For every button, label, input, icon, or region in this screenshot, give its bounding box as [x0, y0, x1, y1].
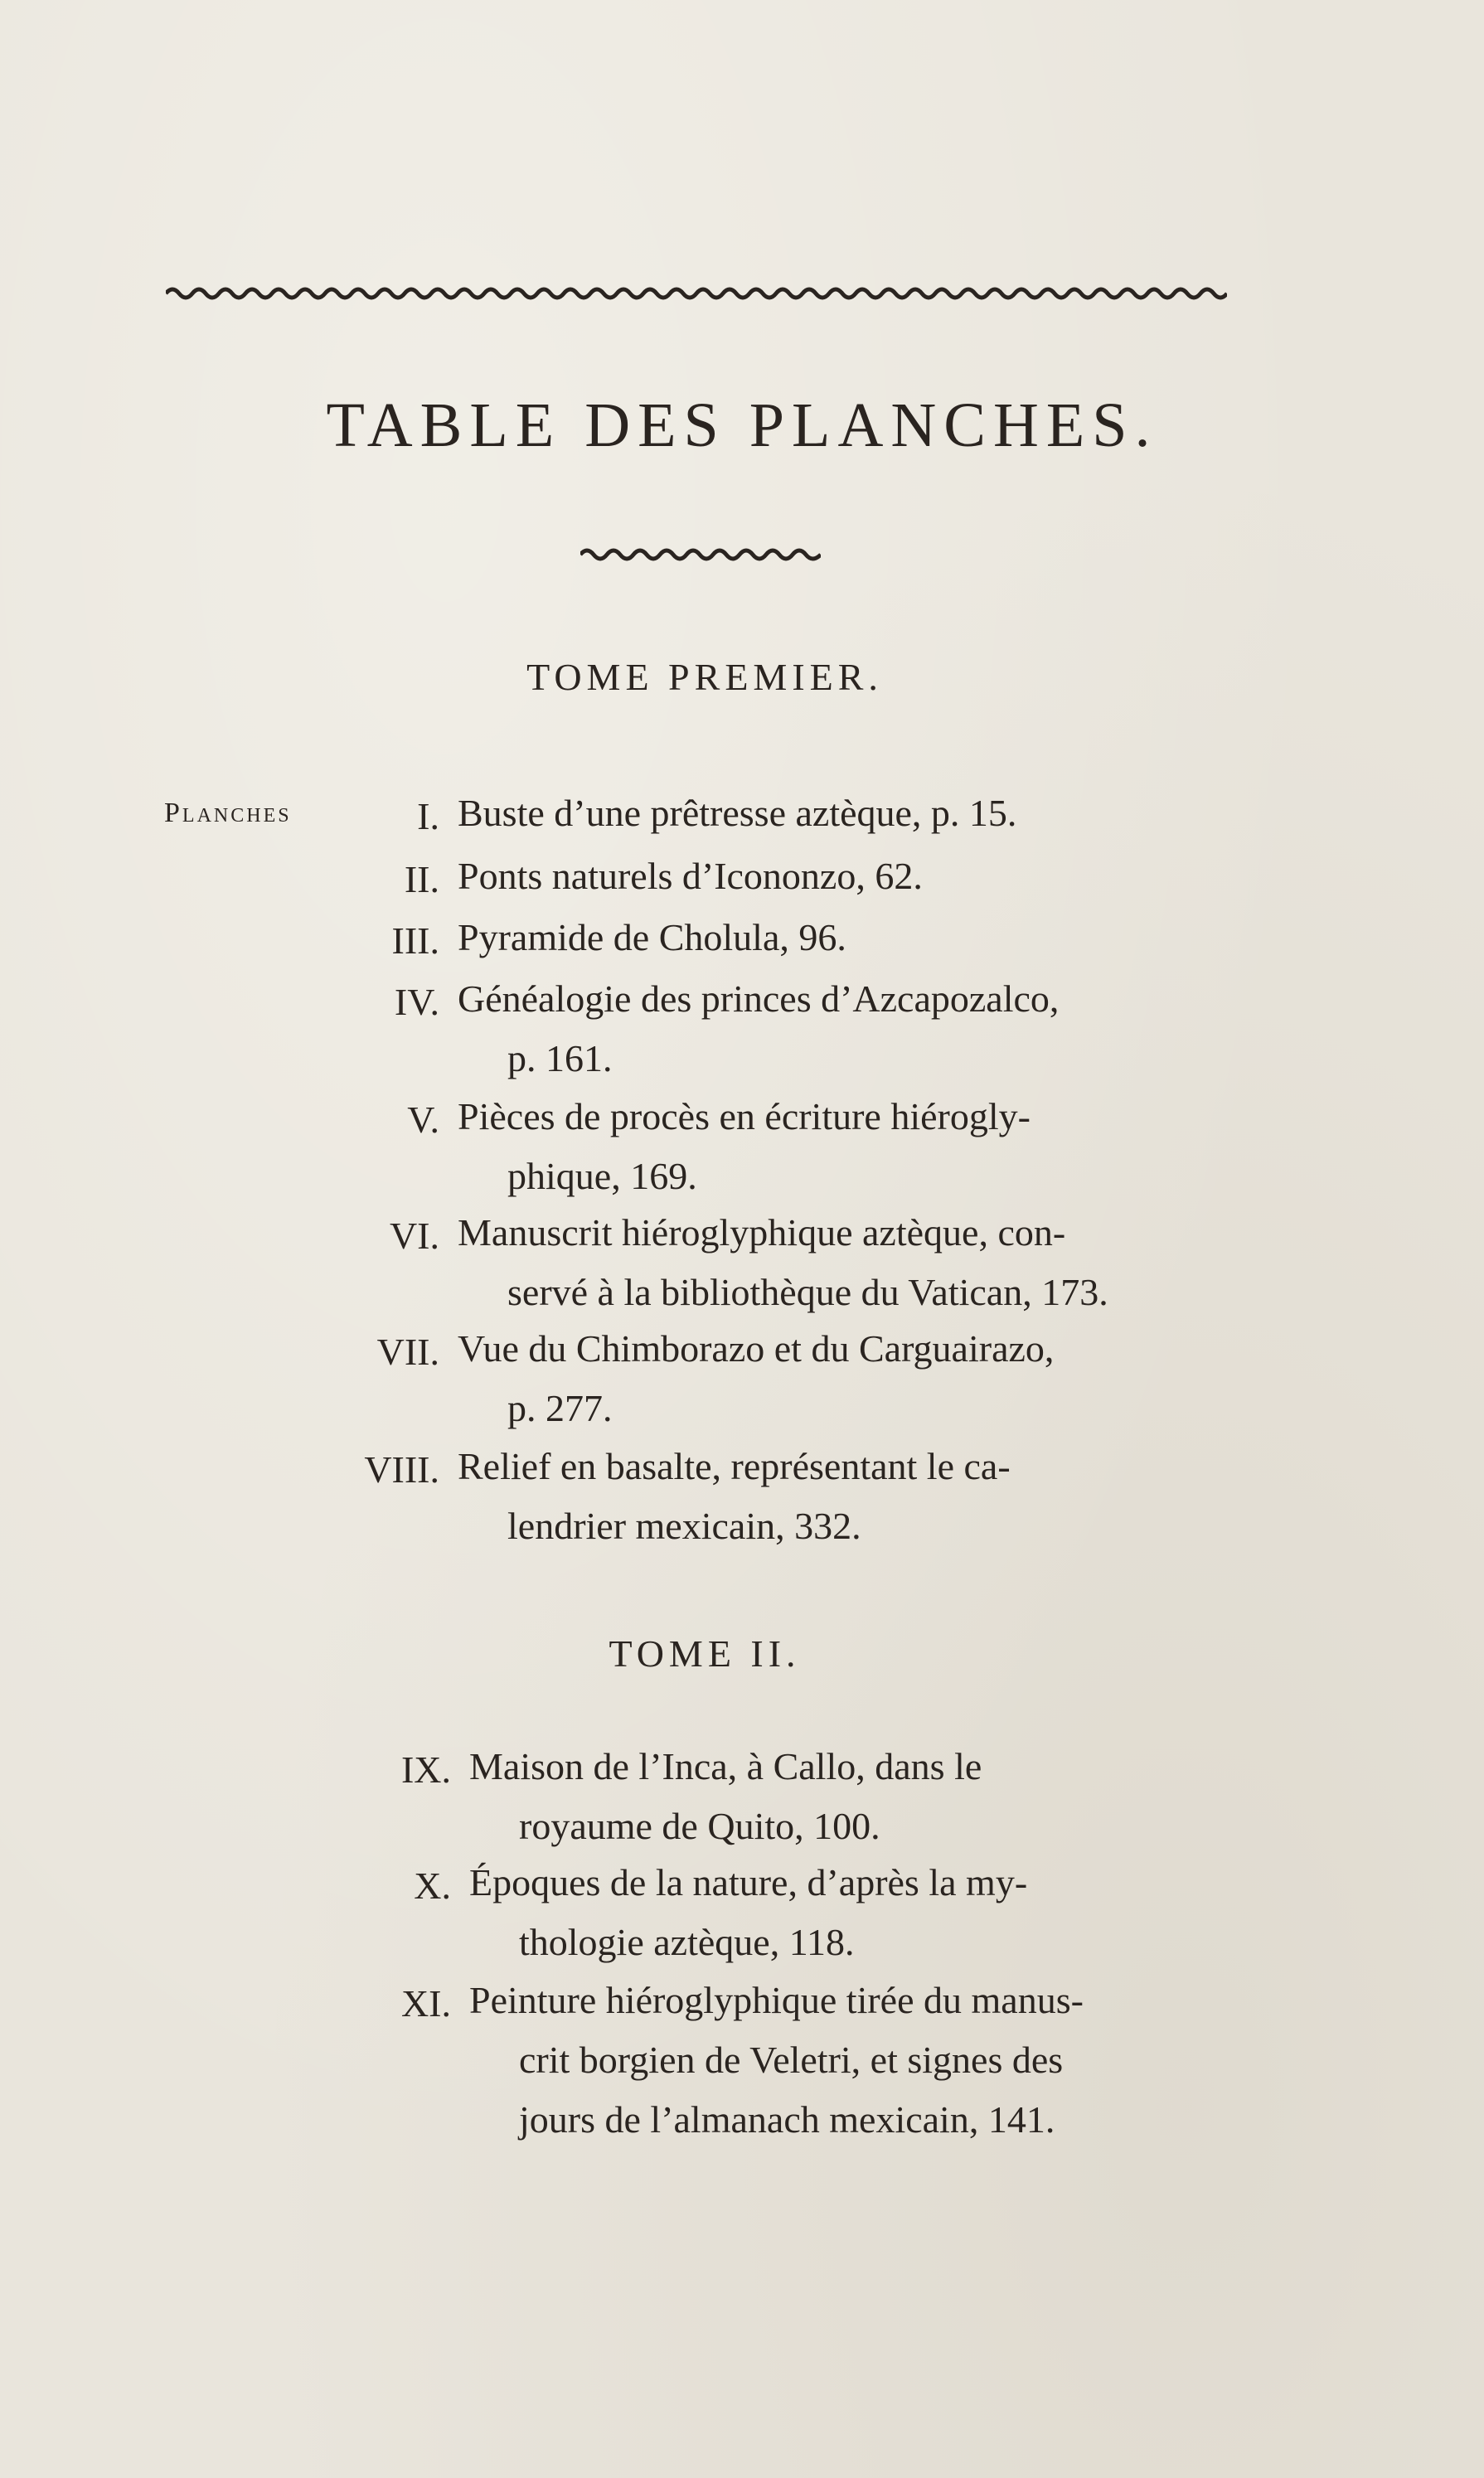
plate-caption: Peinture hiéroglyphique tirée du manus- — [469, 1979, 1084, 2021]
plate-numeral: II. — [404, 858, 439, 900]
plate-entry — [407, 1095, 1031, 1197]
plate-caption: Pièces de procès en écriture hiérogly- — [458, 1095, 1031, 1137]
volume-heading-1: TOME PREMIER. — [526, 656, 883, 698]
plate-numeral: VIII. — [364, 1448, 439, 1491]
plate-caption-continued: jours de l’almanach mexicain, 141. — [519, 2098, 1055, 2141]
plate-caption-continued: p. 277. — [507, 1387, 613, 1429]
ornamental-rule-top — [166, 282, 1227, 302]
plate-caption: Généalogie des princes d’Azcapozalco, — [458, 977, 1060, 1020]
plate-caption-continued: servé à la bibliothèque du Vatican, 173. — [507, 1271, 1108, 1313]
plate-caption: Ponts naturels d’Icononzo, 62. — [458, 855, 923, 897]
plate-entry — [400, 1745, 982, 1847]
ornamental-rule-divider — [580, 543, 821, 563]
plate-numeral: XI. — [400, 1982, 451, 2025]
plate-entry — [404, 855, 923, 900]
plate-caption-continued: thologie aztèque, 118. — [519, 1921, 855, 1963]
plate-entry — [394, 977, 1060, 1079]
plate-entry — [417, 792, 1017, 837]
plate-numeral: IV. — [394, 981, 439, 1023]
plate-caption: Pyramide de Cholula, 96. — [458, 916, 846, 958]
plate-numeral: VI. — [389, 1215, 439, 1257]
plate-caption-continued: royaume de Quito, 100. — [519, 1805, 880, 1847]
plate-caption: Buste d’une prêtresse aztèque, p. 15. — [458, 792, 1017, 834]
page-title: TABLE DES PLANCHES. — [326, 390, 1158, 460]
plate-numeral: IX. — [400, 1748, 451, 1791]
plate-entry — [391, 916, 846, 962]
plate-numeral: V. — [407, 1098, 439, 1141]
plate-caption: Époques de la nature, d’après la my- — [469, 1861, 1028, 1903]
plate-caption: Vue du Chimborazo et du Carguairazo, — [458, 1327, 1055, 1370]
plates-label: Planches — [164, 798, 292, 828]
plate-caption-continued: p. 161. — [507, 1037, 613, 1079]
plate-caption: Maison de l’Inca, à Callo, dans le — [469, 1745, 982, 1787]
plate-entry — [389, 1211, 1108, 1313]
plate-numeral: I. — [417, 795, 439, 837]
plate-caption: Relief en basalte, représentant le ca- — [458, 1445, 1011, 1487]
volume-heading-2: TOME II. — [609, 1632, 801, 1675]
plate-entry — [364, 1445, 1011, 1547]
plate-entry — [400, 1979, 1084, 2141]
plate-numeral: VII. — [376, 1331, 439, 1373]
plate-entry — [414, 1861, 1028, 1963]
plate-caption-continued: phique, 169. — [507, 1155, 697, 1197]
plate-caption: Manuscrit hiéroglyphique aztèque, con- — [458, 1211, 1066, 1254]
plate-numeral: III. — [391, 919, 439, 962]
plate-entry — [376, 1327, 1055, 1429]
plate-caption-continued: lendrier mexicain, 332. — [507, 1505, 861, 1547]
plate-caption-continued: crit borgien de Veletri, et signes des — [519, 2039, 1064, 2081]
plate-numeral: X. — [414, 1865, 451, 1907]
